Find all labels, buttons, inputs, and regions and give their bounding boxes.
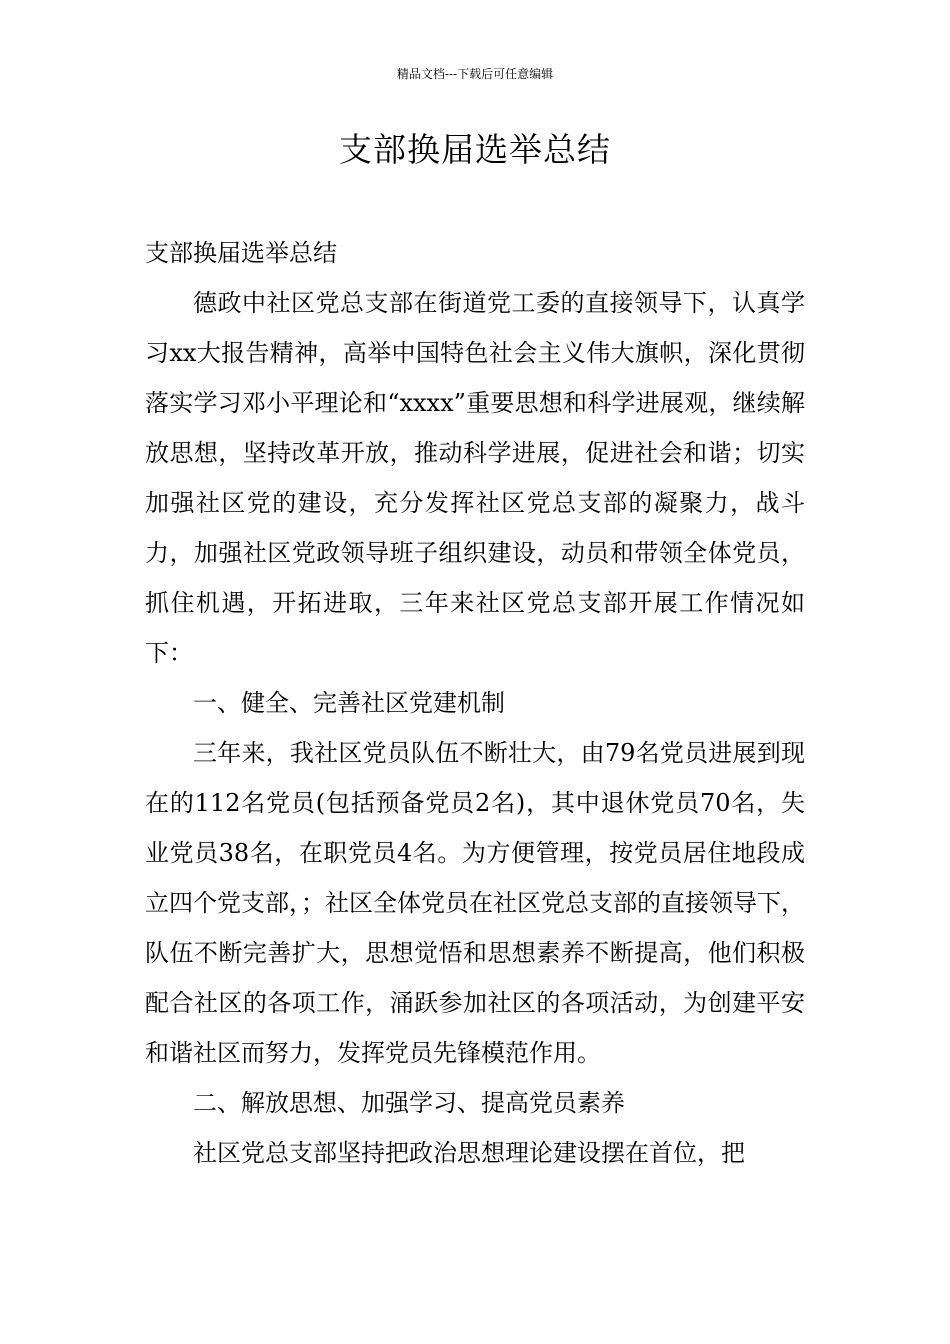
section-heading-1: 一、健全、完善社区党建机制 — [193, 689, 505, 717]
paragraph-subtitle: 支部换届选举总结 — [145, 239, 337, 267]
paragraph-section-1: 三年来，我社区党员队伍不断壮大，由79名党员进展到现在的112名党员(包括预备党员2名)，其中退休党员70名，失业党员38名，在职党员4名。为方便管理，按党员居住地段成立四个党支部，；社区全体党员在社区党总支部的直接领导下，队伍不断完善扩大，思想觉悟和思想素养不断提高，他们积极配合社区的各项工作，涌跃参加社区的各项活动，为创建平安和谐社区而努力，发挥党员先锋模范作用。 — [145, 739, 805, 1067]
document-title: 支部换届选举总结 — [339, 130, 611, 169]
document-body — [145, 228, 805, 1178]
paragraph-intro: 德政中社区党总支部在街道党工委的直接领导下，认真学习xx大报告精神，高举中国特色社会主义伟大旗帜，深化贯彻落实学习邓小平理论和“xxxx”重要思想和科学进展观，继续解放思想，坚持改革开放，推动科学进展，促进社会和谐；切实加强社区党的建设，充分发挥社区党总支部的凝聚力，战斗力，加强社区党政领导班子组织建设，动员和带领全体党员，抓住机遇，开拓进取，三年来社区党总支部开展工作情况如下： — [145, 289, 805, 667]
section-heading-2: 二、解放思想、加强学习、提高党员素养 — [193, 1089, 625, 1117]
header-note: 精品文档---下载后可任意编辑 — [396, 67, 554, 81]
paragraph-section-2: 社区党总支部坚持把政治思想理论建设摆在首位，把 — [193, 1139, 745, 1167]
